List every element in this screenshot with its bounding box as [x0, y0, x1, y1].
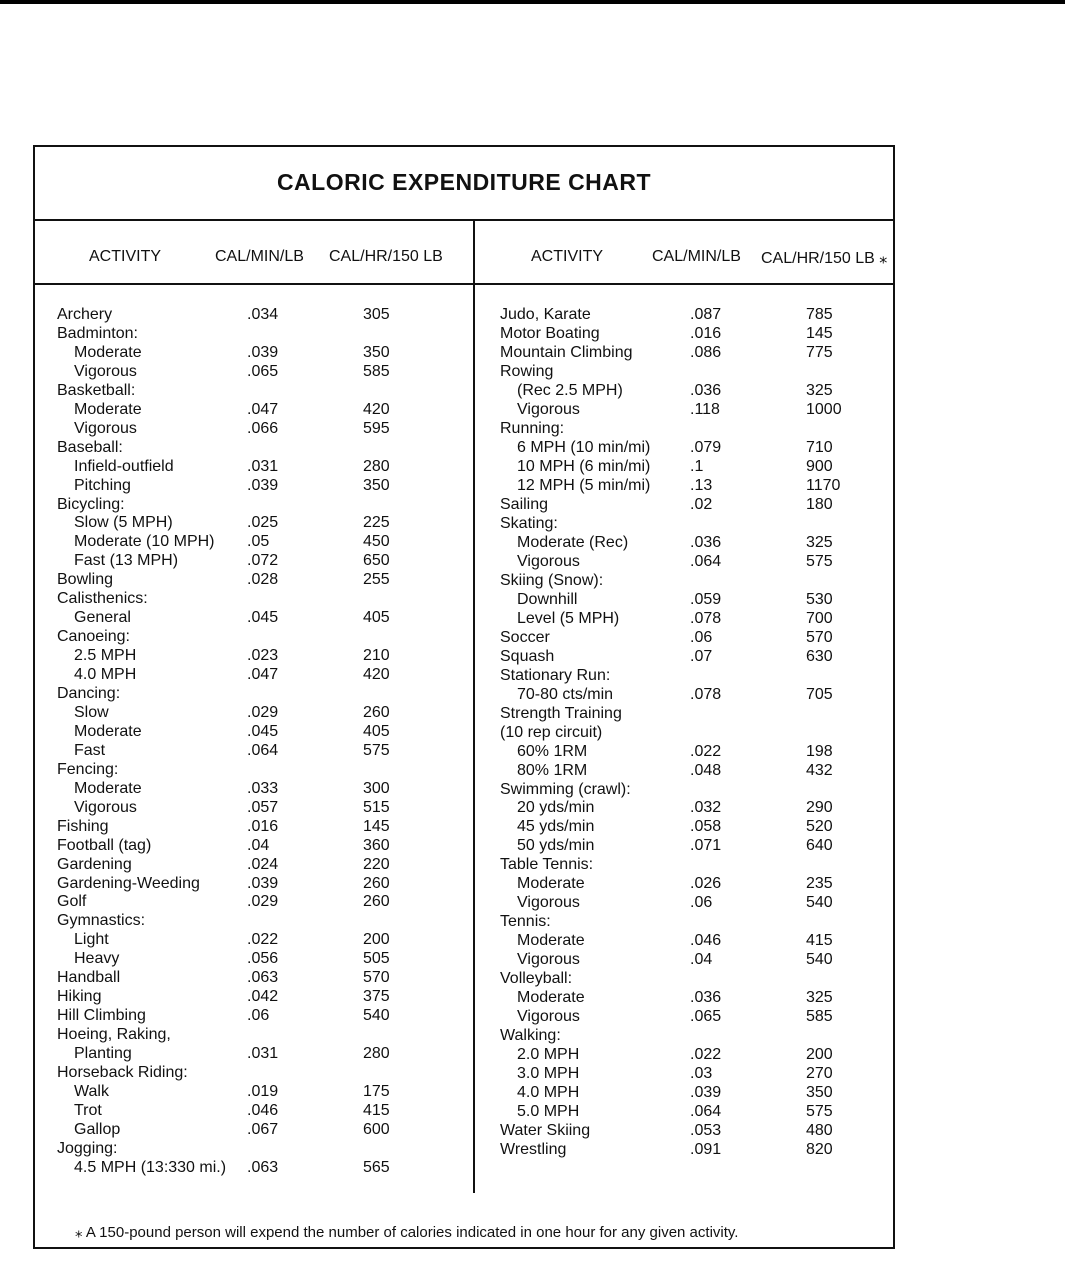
activity-cell: Hoeing, Raking, — [57, 1026, 171, 1044]
table-row — [35, 742, 893, 761]
activity-cell: Bowling — [57, 571, 114, 589]
activity-cell: Heavy — [74, 950, 120, 968]
cal-min-lb-cell: .078 — [690, 685, 722, 703]
cal-hr-cell: 290 — [806, 799, 833, 817]
activity-cell: 12 MPH (5 min/mi) — [517, 476, 651, 494]
activity-cell: Calisthenics: — [57, 590, 148, 608]
table-row — [35, 780, 893, 799]
cal-hr-cell: 540 — [806, 894, 833, 912]
column-header-band — [35, 221, 893, 285]
cal-min-lb-cell: .063 — [247, 1158, 279, 1176]
cal-min-lb-cell: .118 — [690, 400, 720, 418]
activity-cell: Archery — [57, 306, 113, 323]
cal-hr-cell: 640 — [806, 837, 833, 855]
cal-min-lb-cell: .067 — [247, 1120, 279, 1138]
activity-cell: 4.5 MPH (13:330 mi.) — [74, 1158, 227, 1176]
cal-hr-cell: 145 — [806, 324, 833, 342]
cal-hr-cell: 515 — [363, 798, 390, 816]
activity-cell: Running: — [500, 419, 565, 437]
table-row — [35, 761, 893, 780]
table-row — [35, 609, 893, 628]
cal-min-lb-cell: .034 — [247, 306, 279, 323]
cal-hr-cell: 415 — [363, 1101, 390, 1119]
cal-min-lb-cell: .039 — [690, 1084, 722, 1102]
activity-cell: Vigorous — [74, 798, 137, 816]
cal-min-lb-cell: .065 — [247, 362, 279, 380]
cal-hr-cell: 480 — [806, 1122, 833, 1140]
activity-cell: Water Skiing — [500, 1122, 591, 1140]
cal-min-lb-cell: .016 — [247, 817, 279, 835]
title-band — [35, 147, 893, 221]
activity-cell: Motor Boating — [500, 324, 600, 342]
cal-min-lb-cell: .066 — [247, 419, 279, 437]
activity-cell: Canoeing: — [57, 628, 130, 646]
table-row — [35, 666, 893, 685]
cal-hr-cell: 820 — [806, 1141, 833, 1159]
activity-cell: 6 MPH (10 min/mi) — [517, 438, 651, 456]
right-cal-min-lb-header: CAL/MIN/LB — [652, 248, 741, 265]
cal-hr-cell: 585 — [806, 1008, 833, 1026]
cal-hr-cell: 585 — [363, 362, 390, 380]
cal-hr-cell: 505 — [363, 950, 390, 968]
table-row — [35, 628, 893, 647]
cal-min-lb-cell: .078 — [690, 609, 722, 627]
cal-hr-cell: 705 — [806, 685, 833, 703]
cal-hr-cell: 210 — [363, 647, 390, 665]
table-row — [35, 685, 893, 704]
activity-cell: Skiing (Snow): — [500, 571, 604, 589]
cal-hr-cell: 305 — [363, 306, 390, 323]
cal-min-lb-cell: .1 — [690, 457, 704, 475]
activity-cell: Rowing — [500, 362, 554, 380]
activity-cell: 4.0 MPH — [74, 666, 137, 684]
table-row — [35, 438, 893, 457]
activity-cell: Fast (13 MPH) — [74, 552, 179, 570]
activity-cell: 2.0 MPH — [517, 1046, 580, 1064]
left-activity-header: ACTIVITY — [89, 248, 162, 265]
cal-hr-cell: 415 — [806, 932, 833, 950]
activity-cell: (Rec 2.5 MPH) — [517, 381, 623, 399]
activity-cell: Vigorous — [74, 362, 137, 380]
cal-hr-cell: 595 — [363, 419, 390, 437]
cal-min-lb-cell: .022 — [247, 931, 279, 949]
table-row — [35, 305, 893, 324]
activity-cell: Moderate — [517, 875, 585, 893]
activity-cell: Tennis: — [500, 913, 551, 931]
activity-cell: 2.5 MPH — [74, 647, 137, 665]
cal-hr-cell: 650 — [363, 552, 390, 570]
activity-cell: Moderate — [517, 989, 585, 1007]
cal-hr-cell: 260 — [363, 893, 390, 911]
activity-cell: 20 yds/min — [517, 799, 595, 817]
table-row — [35, 817, 893, 836]
cal-hr-cell: 200 — [806, 1046, 833, 1064]
table-row — [35, 590, 893, 609]
chart-title: CALORIC EXPENDITURE CHART — [276, 169, 652, 195]
activity-cell: Vigorous — [517, 894, 580, 912]
activity-cell: Skating: — [500, 514, 558, 532]
cal-hr-cell: 260 — [363, 703, 390, 721]
activity-cell: Vigorous — [517, 552, 580, 570]
cal-min-lb-cell: .039 — [247, 343, 279, 361]
top-rule — [0, 0, 1065, 4]
activity-cell: 80% 1RM — [517, 761, 588, 779]
cal-hr-cell: 565 — [363, 1158, 390, 1176]
activity-cell: Gallop — [74, 1120, 121, 1138]
cal-hr-cell: 420 — [363, 400, 390, 418]
activity-cell: Baseball: — [57, 438, 123, 456]
cal-min-lb-cell: .029 — [247, 893, 279, 911]
cal-hr-cell: 198 — [806, 742, 833, 760]
cal-hr-cell: 600 — [363, 1120, 390, 1138]
cal-min-lb-cell: .025 — [247, 514, 279, 532]
cal-min-lb-cell: .064 — [690, 552, 722, 570]
table-row — [35, 893, 893, 912]
cal-hr-cell: 375 — [363, 988, 390, 1006]
cal-min-lb-cell: .016 — [690, 324, 722, 342]
table-row — [35, 988, 893, 1007]
table-row — [35, 514, 893, 533]
cal-min-lb-cell: .02 — [690, 495, 713, 513]
table-row — [35, 1064, 893, 1083]
right-activity-header: ACTIVITY — [531, 248, 604, 265]
cal-hr-cell: 900 — [806, 457, 833, 475]
cal-hr-cell: 225 — [363, 514, 390, 532]
cal-hr-cell: 575 — [806, 1103, 833, 1121]
cal-min-lb-cell: .053 — [690, 1122, 722, 1140]
table-row — [35, 969, 893, 988]
table-row — [35, 704, 893, 723]
cal-hr-cell: 280 — [363, 457, 390, 475]
cal-min-lb-cell: .036 — [690, 533, 722, 551]
activity-cell: Vigorous — [517, 951, 580, 969]
activity-cell: Moderate — [74, 722, 142, 740]
table-row — [35, 457, 893, 476]
cal-min-lb-cell: .046 — [247, 1101, 279, 1119]
activity-cell: Strength Training — [500, 704, 622, 722]
cal-min-lb-cell: .064 — [690, 1103, 722, 1121]
cal-min-lb-cell: .032 — [690, 799, 722, 817]
table-row — [35, 1045, 893, 1064]
activity-cell: Moderate — [517, 932, 585, 950]
table-row — [35, 950, 893, 969]
activity-cell: Vigorous — [74, 419, 137, 437]
cal-min-lb-cell: .042 — [247, 988, 279, 1006]
cal-hr-cell: 350 — [363, 476, 390, 494]
table-row — [35, 1026, 893, 1045]
cal-hr-cell: 255 — [363, 571, 390, 589]
cal-min-lb-cell: .064 — [247, 741, 279, 759]
activity-cell: Gardening-Weeding — [57, 874, 200, 892]
table-row — [35, 324, 893, 343]
cal-min-lb-cell: .091 — [690, 1141, 722, 1159]
activity-cell: 70-80 cts/min — [517, 685, 614, 703]
table-row — [35, 476, 893, 495]
activity-cell: Light — [74, 931, 109, 949]
cal-hr-cell: 325 — [806, 381, 833, 399]
cal-hr-cell: 710 — [806, 438, 833, 456]
cal-min-lb-cell: .065 — [690, 1008, 722, 1026]
cal-hr-cell: 570 — [806, 628, 833, 646]
cal-hr-cell: 325 — [806, 989, 833, 1007]
cal-hr-cell: 145 — [363, 817, 390, 835]
activity-cell: Golf — [57, 893, 87, 911]
activity-cell: Dancing: — [57, 685, 121, 702]
activity-cell: Swimming (crawl): — [500, 780, 631, 798]
activity-cell: Soccer — [500, 628, 550, 646]
cal-hr-cell: 575 — [806, 552, 833, 570]
activity-cell: 60% 1RM — [517, 742, 588, 760]
activity-cell: Basketball: — [57, 381, 136, 399]
table-row — [35, 533, 893, 552]
activity-cell: 50 yds/min — [517, 837, 595, 855]
activity-cell: Infield-outfield — [74, 457, 174, 475]
activity-cell: Football (tag) — [57, 836, 152, 854]
caloric-chart — [33, 145, 895, 1249]
table-row — [35, 571, 893, 590]
cal-min-lb-cell: .045 — [247, 609, 279, 627]
table-row — [35, 931, 893, 950]
cal-min-lb-cell: .033 — [247, 779, 279, 797]
activity-cell: Volleyball: — [500, 970, 573, 988]
table-row — [35, 723, 893, 742]
table-row — [35, 552, 893, 571]
cal-min-lb-cell: .039 — [247, 874, 279, 892]
activity-cell: Vigorous — [517, 1008, 580, 1026]
cal-min-lb-cell: .047 — [247, 666, 279, 684]
cal-hr-cell: 280 — [363, 1045, 390, 1063]
activity-cell: Vigorous — [517, 400, 580, 418]
cal-min-lb-cell: .028 — [247, 571, 279, 589]
cal-hr-cell: 700 — [806, 609, 833, 627]
activity-cell: Mountain Climbing — [500, 343, 633, 361]
activity-cell: Moderate (10 MPH) — [74, 533, 215, 551]
cal-min-lb-cell: .045 — [247, 722, 279, 740]
cal-min-lb-cell: .031 — [247, 457, 279, 475]
cal-min-lb-cell: .05 — [247, 533, 270, 551]
cal-hr-cell: 300 — [363, 779, 390, 797]
table-row — [35, 798, 893, 817]
cal-min-lb-cell: .072 — [247, 552, 279, 570]
footnote: ⁎ A 150-pound person will expend the number of calories indicated in one hour for any given activity. — [75, 1224, 739, 1241]
cal-min-lb-cell: .022 — [690, 1046, 722, 1064]
table-row — [35, 419, 893, 438]
table-row — [35, 836, 893, 855]
cal-min-lb-cell: .059 — [690, 590, 722, 608]
cal-hr-cell: 405 — [363, 722, 390, 740]
activity-cell: General — [74, 609, 131, 627]
cal-min-lb-cell: .046 — [690, 932, 722, 950]
cal-min-lb-cell: .071 — [690, 837, 722, 855]
cal-min-lb-cell: .03 — [690, 1065, 713, 1083]
cal-hr-cell: 420 — [363, 666, 390, 684]
table-row — [35, 912, 893, 931]
table-row — [35, 874, 893, 893]
cal-min-lb-cell: .036 — [690, 381, 722, 399]
cal-hr-cell: 785 — [806, 306, 833, 323]
activity-cell: Table Tennis: — [500, 856, 594, 874]
activity-cell: 3.0 MPH — [517, 1065, 580, 1083]
table-row — [35, 1007, 893, 1026]
cal-hr-cell: 1000 — [806, 400, 842, 418]
cal-hr-cell: 235 — [806, 875, 833, 893]
cal-hr-cell: 350 — [363, 343, 390, 361]
activity-cell: Downhill — [517, 590, 578, 608]
activity-cell: Jogging: — [57, 1139, 118, 1157]
table-row — [35, 1102, 893, 1121]
cal-hr-cell: 1170 — [806, 476, 841, 494]
table-row — [35, 400, 893, 419]
table-row — [35, 362, 893, 381]
activity-cell: Wrestling — [500, 1141, 567, 1159]
activity-cell: Slow (5 MPH) — [74, 514, 173, 532]
activity-cell: Bicycling: — [57, 495, 125, 513]
activity-cell: Planting — [74, 1045, 132, 1063]
cal-min-lb-cell: .031 — [247, 1045, 279, 1063]
activity-cell: Slow — [74, 703, 109, 721]
activity-cell: Gardening — [57, 855, 132, 873]
table-row — [35, 1140, 893, 1159]
cal-hr-cell: 175 — [363, 1082, 390, 1100]
cal-hr-cell: 575 — [363, 741, 390, 759]
cal-min-lb-cell: .06 — [690, 894, 713, 912]
activity-cell: Sailing — [500, 495, 549, 513]
table-row — [35, 1121, 893, 1140]
cal-hr-cell: 180 — [806, 495, 833, 513]
activity-cell: (10 rep circuit) — [500, 723, 603, 741]
cal-hr-cell: 350 — [806, 1084, 833, 1102]
cal-hr-cell: 570 — [363, 969, 390, 987]
cal-min-lb-cell: .029 — [247, 703, 279, 721]
cal-min-lb-cell: .079 — [690, 438, 722, 456]
cal-min-lb-cell: .019 — [247, 1082, 279, 1100]
activity-cell: Squash — [500, 647, 555, 665]
cal-hr-cell: 220 — [363, 855, 390, 873]
cal-hr-cell: 540 — [363, 1007, 390, 1025]
activity-cell: Hill Climbing — [57, 1007, 146, 1025]
activity-cell: Horseback Riding: — [57, 1064, 188, 1081]
cal-min-lb-cell: .026 — [690, 875, 722, 893]
activity-cell: 5.0 MPH — [517, 1103, 580, 1121]
cal-min-lb-cell: .056 — [247, 950, 279, 968]
table-row — [35, 1083, 893, 1102]
cal-hr-cell: 520 — [806, 818, 833, 836]
cal-min-lb-cell: .039 — [247, 476, 279, 494]
cal-hr-cell: 260 — [363, 874, 390, 892]
table-row — [35, 343, 893, 362]
activity-cell: Stationary Run: — [500, 666, 611, 684]
cal-hr-cell: 270 — [806, 1065, 833, 1083]
cal-hr-cell: 405 — [363, 609, 390, 627]
activity-cell: Moderate — [74, 400, 142, 418]
cal-min-lb-cell: .024 — [247, 855, 279, 873]
cal-min-lb-cell: .086 — [690, 343, 722, 361]
right-cal-hr-header: CAL/HR/150 LB ⁎ — [761, 250, 888, 267]
cal-hr-cell: 630 — [806, 647, 833, 665]
cal-hr-cell: 775 — [806, 343, 833, 361]
cal-min-lb-cell: .048 — [690, 761, 722, 779]
activity-cell: Moderate — [74, 779, 142, 797]
activity-cell: Badminton: — [57, 324, 138, 342]
cal-min-lb-cell: .06 — [690, 628, 713, 646]
cal-min-lb-cell: .057 — [247, 798, 279, 816]
cal-min-lb-cell: .047 — [247, 400, 279, 418]
cal-min-lb-cell: .07 — [690, 647, 713, 665]
activity-cell: Moderate — [74, 343, 142, 361]
cal-min-lb-cell: .063 — [247, 969, 279, 987]
cal-min-lb-cell: .036 — [690, 989, 722, 1007]
activity-cell: Fast — [74, 741, 106, 759]
cal-min-lb-cell: .023 — [247, 647, 279, 665]
left-cal-min-lb-header: CAL/MIN/LB — [215, 248, 304, 265]
table-row — [35, 1158, 893, 1177]
cal-hr-cell: 200 — [363, 931, 390, 949]
activity-cell: Fencing: — [57, 760, 119, 778]
cal-hr-cell: 360 — [363, 836, 390, 854]
table-row — [35, 495, 893, 514]
cal-hr-cell: 530 — [806, 590, 833, 608]
cal-hr-cell: 540 — [806, 951, 833, 969]
activity-cell: Pitching — [74, 476, 131, 494]
activity-cell: Handball — [57, 969, 121, 987]
activity-cell: Hiking — [57, 988, 102, 1006]
activity-cell: Gymnastics: — [57, 912, 146, 930]
left-cal-hr-header: CAL/HR/150 LB — [329, 248, 443, 265]
activity-cell: Walking: — [500, 1027, 561, 1045]
cal-hr-cell: 450 — [363, 533, 390, 551]
table-row — [35, 381, 893, 400]
activity-cell: Trot — [74, 1101, 102, 1119]
activity-cell: 10 MPH (6 min/mi) — [517, 457, 651, 475]
activity-cell: Fishing — [57, 817, 109, 835]
cal-min-lb-cell: .04 — [247, 836, 270, 854]
cal-min-lb-cell: .04 — [690, 951, 713, 969]
table-row — [35, 647, 893, 666]
activity-cell: Judo, Karate — [500, 306, 591, 323]
table-row — [35, 855, 893, 874]
cal-hr-cell: 432 — [806, 761, 833, 779]
activity-cell: Level (5 MPH) — [517, 609, 620, 627]
cal-hr-cell: 325 — [806, 533, 833, 551]
activity-cell: 4.0 MPH — [517, 1084, 580, 1102]
cal-min-lb-cell: .13 — [690, 476, 713, 494]
activity-cell: Walk — [74, 1082, 109, 1100]
cal-min-lb-cell: .087 — [690, 306, 722, 323]
cal-min-lb-cell: .022 — [690, 742, 722, 760]
cal-min-lb-cell: .06 — [247, 1007, 270, 1025]
cal-min-lb-cell: .058 — [690, 818, 722, 836]
activity-cell: 45 yds/min — [517, 818, 595, 836]
activity-cell: Moderate (Rec) — [517, 533, 629, 551]
